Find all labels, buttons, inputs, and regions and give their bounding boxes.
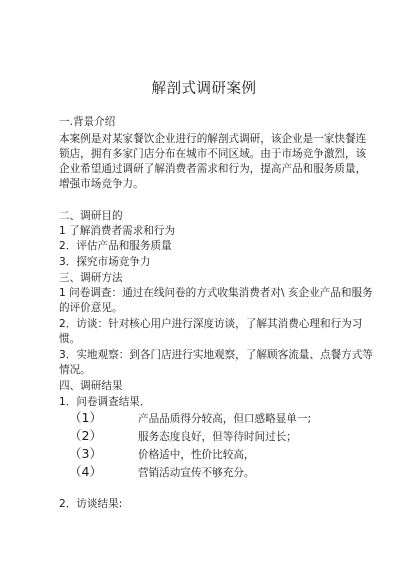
- paragraph-line: 3．实地观察：到各门店进行实地观察，了解顾客流量、点餐方式等: [59, 349, 373, 361]
- list-item: 2．评估产品和服务质量: [59, 240, 172, 252]
- paragraph-line: 2．访谈：针对核心用户进行深度访谈，了解其消费心理和行为习: [59, 318, 363, 330]
- result-item-number: （1）: [69, 410, 102, 425]
- paragraph-line: 1 问卷调查：通过在线问卷的方式收集消费者对\ 亥企业产品和服务: [59, 287, 373, 299]
- result-item-number: （2）: [69, 428, 102, 443]
- paragraph-line: 企业希望通过调研了解消费者需求和行为，提高产品和服务质量，: [59, 163, 367, 175]
- section-heading-purpose: 二、调研目的: [59, 210, 123, 222]
- list-item: 3．探究市场竞争力: [59, 256, 151, 268]
- result-item-text: 产品品质得分较高，但口感略显单一;: [138, 413, 312, 425]
- section-heading-results: 四、调研结果: [59, 380, 123, 392]
- paragraph-line: 惯。: [59, 333, 81, 345]
- result-item-text: 营销活动宣传不够充分。: [138, 467, 255, 479]
- subheading-survey: 1．问卷调查结果．: [59, 396, 151, 408]
- result-item-text: 服务态度良好，但等待时间过长；: [138, 431, 297, 443]
- subheading-interview: 2．访谈结果:: [59, 498, 123, 510]
- list-item: 1 了解消费者需求和行为: [59, 225, 176, 237]
- paragraph-line: 本案例是对某家餐饮企业进行的解剖式调研，该企业是一家快餐连: [59, 133, 367, 145]
- paragraph-line: 的评价意见。: [59, 302, 123, 314]
- paragraph-line: 锁店，拥有多家门店分布在城市不同区域。由于市场竞争激烈，该: [59, 148, 367, 160]
- section-heading-background: 一.背景介绍: [59, 116, 116, 128]
- section-heading-method: 三、调研方法: [59, 272, 123, 284]
- result-item-text: 价格适中，性价比较高，: [138, 449, 255, 461]
- result-item-number: （3）: [69, 446, 102, 461]
- document-title: 解剖式调研案例: [151, 81, 257, 97]
- paragraph-line: 增强市场竞争力。: [59, 178, 144, 190]
- paragraph-line: 情况。: [59, 364, 91, 376]
- result-item-number: （4）: [69, 464, 102, 479]
